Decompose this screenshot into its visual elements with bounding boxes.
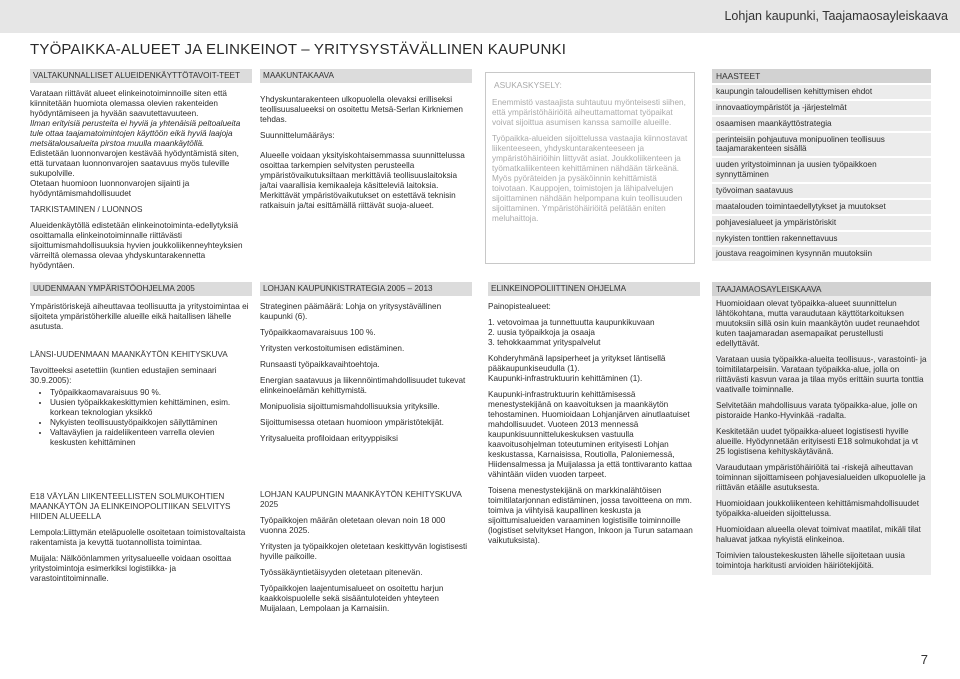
paragraph: Otetaan huomioon luonnonvarojen sijainti ja hyödyntämismahdollisuudet (30, 179, 190, 198)
paragraph: Sijoittumisessa otetaan huomioon ympäristötekijät. (260, 418, 444, 427)
challenge-item: työvoiman saatavuus (712, 184, 931, 198)
master-plan-body (712, 296, 931, 575)
paragraph: Yritysalueita profiloidaan erityyppisiksi (260, 434, 398, 443)
challenge-item: uuden yritystoiminnan ja uusien työpaikkoen synnyttäminen (712, 158, 931, 182)
col2-bottom (260, 282, 472, 614)
paragraph: Huomioidaan joukkoliikenteen kehittämismahdollisuudet työpaikka-alueiden sijoittelussa. (716, 499, 919, 519)
col1-top (30, 69, 252, 271)
header-brand: Lohjan kaupunki, Taajamaosayleiskaava (724, 9, 948, 23)
paragraph: Varataan uusia työpaikka-alueita teollisuus-, varastointi- ja toimitilatarpeisiin. Varataan työpaikka-alue, jolla on riittävästi kasvun varaa ja tilaa myös erittäin suurta tonttia vaativalle toiminnalle. (716, 355, 927, 395)
master-plan-heading: TAAJAMAOSAYLEISKAAVA (712, 282, 931, 296)
list-item: 2. uusia työpaikkoja ja osaaja (488, 328, 595, 337)
paragraph: Yritysten ja työpaikkojen oletetaan keskittyvän logistisesti hyville paikoille. (260, 542, 468, 561)
paragraph: Työpaikkojen laajentumisalueet on osoitettu harjun kaakkoispuolelle sekä sisääntuloteiden yhteyteen Muijalaan, Lempolaan ja Karnaisiin. (260, 584, 444, 613)
paragraph: Huomioidaan alueella olevat toimivat maatilat, mikäli tilat haluavat jatkaa nykyistä elinkeinoa. (716, 525, 921, 545)
challenges-heading: HAASTEET (712, 69, 931, 83)
col3-bottom (488, 282, 700, 546)
paragraph: Strateginen päämäärä: Lohja on yritysystävällinen kaupunki (6). (260, 302, 442, 321)
list-item: 3. tehokkaammat yrityspalvelut (488, 338, 601, 347)
paragraph: Muijala: Nälköönlammen yritysalueelle voidaan osoittaa yritystoimintoja esimerkiksi logistiikka- ja varastointitoiminnalle. (30, 554, 232, 583)
paragraph: Tavoitteeksi asetettiin (kuntien edustajien seminaari 30.9.2005): (30, 366, 217, 385)
paragraph: Runsaasti työpaikkavaihtoehtoja. (260, 360, 380, 369)
paragraph: Lempola:Liittymän eteläpuolelle osoitetaan toimistovaltaista rakentamista ja kevyttä tuotannollista toimintaa. (30, 528, 246, 547)
paragraph: Alueidenkäytöllä edistetään elinkeinotoiminta-edellytyksiä osoittamalla elinkeinotoiminnalle riittävästi sijoittumismahdollisuuksia hyvien joukkoliikenneyhteyksien värreiltä olemassa olevaa yhdyskuntarakennetta hyödyntäen. (30, 221, 243, 270)
page-title: TYÖPAIKKA-ALUEET JA ELINKEINOT – YRITYSYSTÄVÄLLINEN KAUPUNKI (30, 41, 567, 58)
survey-box (485, 72, 695, 264)
list-item: 1. vetovoimaa ja tunnettuutta kaupunkikuvaan (488, 318, 655, 327)
paragraph: Työpaikkaomavaraisuus 100 %. (260, 328, 376, 337)
survey-body (492, 98, 690, 224)
spacer (30, 332, 252, 350)
spacer (30, 448, 252, 492)
challenge-item: kaupungin taloudellisen kehittymisen ehdot (712, 85, 931, 99)
paragraph: Monipuolisia sijoittumismahdollisuuksia yrityksille. (260, 402, 440, 411)
header-bar (0, 0, 960, 33)
challenge-item: pohjavesialueet ja ympäristöriskit (712, 216, 931, 230)
paragraph: Yhdyskuntarakenteen ulkopuolella olevaksi erilliseksi teollisuusalueeksi on osoitettu Metsä-Serlan Kirkniemen tehdas. (260, 95, 463, 124)
paragraph: Enemmistö vastaajista suhtautuu myönteisesti siihen, että ympäristöhäiriöitä aiheuttamattomat työpaikat voivat sijoittua asumisen kanssa samoille alueille. (492, 98, 686, 127)
challenge-item: joustava reagoiminen kysynnän muutoksiin (712, 247, 931, 261)
challenge-item: perinteisiin pohjautuva monipuolinen teollisuus taajamarakenteen sisällä (712, 133, 931, 157)
paragraph: Suunnittelumääräys: (260, 131, 335, 140)
paragraph: Toisena menestystekijänä on markkinalähtöisen toimitilatarjonnan edistäminen, jossa tavoitteena on mm. toimiva ja viihtyisä kaupallinen keskusta ja sijoittumisalueiden varaaminen logistisille toiminnoille (logistiset selvitykset Hangon, Inkoon ja Turun satamaan vaikutuksista). (488, 486, 693, 545)
paragraph: Työssäkäyntietäisyyden oletetaan pitenevän. (260, 568, 423, 577)
paragraph: Työpaikkojen määrän oletetaan olevan noin 18 000 vuonna 2025. (260, 516, 446, 535)
list-item: • Työpaikkaomavaraisuus 90 %. (50, 388, 252, 398)
paragraph: Keskitetään uudet työpaikka-alueet logistisesti hyville alueille. Hyödynnetään erityisesti E18 solmukohdat ja vt 25 logistisena kehityskäytävänä. (716, 427, 919, 457)
paragraph: Huomioidaan olevat työpaikka-alueet suunnittelun lähtökohtana, mutta varaudutaan käyttötarkoituksen muutoksiin sillä osin kuin maankäytön uudet reunaehdot kuten taajamaradan asemapaikat perustellusti edellyttävät. (716, 299, 920, 349)
paragraph: Ympäristöriskejä aiheuttavaa teollisuutta ja yritystoimintaa ei sijoiteta ympäristöherkille alueille eikä haitallisen lähelle asutusta. (30, 302, 249, 331)
goals-list (30, 388, 252, 448)
paragraph: Yritysten verkostoitumisen edistäminen. (260, 344, 405, 353)
survey-title: ASUKASKYSELY: (494, 80, 562, 90)
paragraph: Toimivien taloustekeskusten lähelle sijoitetaan uusia toimintoja harkitusti arvioiden häiriötekijöitä. (716, 551, 905, 571)
section-heading: LOHJAN KAUPUNKISTRATEGIA 2005 – 2013 (260, 282, 472, 296)
col2-top (260, 69, 472, 211)
section-heading: VALTAKUNNALLISET ALUEIDENKÄYTTÖTAVOIT-TEET (30, 69, 252, 83)
paragraph: Alueelle voidaan yksityiskohtaisemmassa suunnittelussa osoittaa tarkempien selvitysten perusteella ympäristövaikutuksiltaan merkittäviä teollisuuslaitoksia ja/tai vaarallisia kemikaaleja käsitteleviä laitoksia. Merkittävät ympäristövaikutukset on estettävä teknisin ratkaisuin ja/tai esittämällä riittävät suoja-alueet. (260, 151, 465, 210)
challenges-panel (712, 69, 931, 261)
paragraph: Edistetään luonnonvarojen kestävää hyödyntämistä siten, että turvataan luonnonvarojen saatavuus myös tuleville sukupolville. (30, 149, 239, 178)
section-heading: TARKISTAMINEN / LUONNOS (30, 205, 143, 214)
paragraph: Kohderyhmänä lapsiperheet ja yritykset läntisellä pääkaupunkiseudulla (1). (488, 354, 666, 373)
list-item: • Nykyisten teollisuustyöpaikkojen säilyttäminen (50, 418, 252, 428)
col1-bottom (30, 282, 252, 584)
spacer (260, 83, 472, 95)
list-item: • Valtaväylien ja raideliikenteen varrella olevien keskusten kehittäminen (50, 428, 252, 448)
spacer (260, 141, 472, 151)
challenge-item: innovaatioympäristöt ja -järjestelmät (712, 101, 931, 115)
paragraph: Varataan riittävät alueet elinkeinotoiminnoille siten että kiinnitetään huomiota olemassa olevien rakenteiden hyödyntämiseen ja hyvään saavutettavuuteen. (30, 89, 227, 118)
paragraph: Painopistealueet: (488, 302, 551, 311)
section-heading: MAAKUNTAKAAVA (260, 69, 472, 83)
section-heading: ELINKEINOPOLIITTINEN OHJELMA (488, 282, 700, 296)
paragraph: Energian saatavuus ja liikennöintimahdollisuudet tukevat elinkeinoelämän kehittymistä. (260, 376, 466, 395)
paragraph: Selvitetään mahdollisuus varata työpaikka-alue, jolle on pistoraide Hanko-Hyvinkää -radalta. (716, 401, 918, 421)
section-heading: LÄNSI-UUDENMAAN MAANKÄYTÖN KEHITYSKUVA (30, 350, 228, 359)
paragraph: Kaupunki-infrastruktuurin kehittämisessä menestystekijänä on kaavoituksen ja maankäytön tehostaminen. Huomioidaan Lohjanjärven ainutlaatuiset mahdollisuudet. Vuoteen 2013 mennessä kaupunkisuunnittelukeskuksen vastuulla kaavoitusohjelman toteutuminen erityisesti Lohjan keskustassa, Karnaisissa, Routiolla, Paloniemessä, Hiidensalmessa ja Muijalassa ja että tonttivaranto kattaa vähintään viiden vuoden tarpeet. (488, 390, 692, 479)
paragraph-italic: Ilman erityisiä perusteita ei hyviä ja yhtenäisiä peltoalueita tule ottaa taajamatoimintojen käyttöön eikä hyviä laajoja metsätalousalueita pirstoa muulla maankäytöllä. (30, 119, 241, 148)
page-number: 7 (920, 652, 928, 667)
paragraph: Työpaikka-alueiden sijoittelussa vastaajia kiinnostavat liikenteeseen, yhdyskuntarakenteeseen ja ympäristöhäiriöihin liittyvät asiat. Joukkoliikenteen ja työmatkaliikenteen kehittäminen nähdään tärkeänä. Myös pyöräteiden ja pysäköinnin kehittämistä toivotaan. Kauppojen, toimistojen ja lähipalvelujen sijoittaminen nähdään helpompana kuin teollisuuden sijoittaminen. Ympäristöhäiriöitä pelätään eniten meluhaittoja. (492, 134, 688, 223)
challenge-item: osaamisen maankäyttöstrategia (712, 117, 931, 131)
paragraph: Kaupunki-infrastruktuurin kehittäminen (1). (488, 374, 643, 383)
paragraph: Varaudutaan ympäristöhäiriöitä tai -riskejä aiheuttavan toiminnan sijoittamiseen pohjavesialueiden ulkopuolelle ja riittävän etäälle asutuksesta. (716, 463, 926, 493)
challenge-item: maatalouden toimintaedellytykset ja muutokset (712, 200, 931, 214)
list-item: • Uusien työpaikkakeskittymien kehittäminen, esim. korkean teknologian yksikkö (50, 398, 252, 418)
challenge-item: nykyisten tonttien rakennettavuus (712, 232, 931, 246)
master-plan-panel (712, 282, 931, 575)
section-heading: UUDENMAAN YMPÄRISTÖOHJELMA 2005 (30, 282, 252, 296)
section-heading: LOHJAN KAUPUNGIN MAANKÄYTÖN KEHITYSKUVA 2025 (260, 490, 462, 509)
section-heading: E18 VÄYLÄN LIIKENTEELLISTEN SOLMUKOHTIEN MAANKÄYTÖN JA ELINKEINOPOLITIIKAN SELVITYS HIIDEN ALUEELLA (30, 492, 231, 521)
spacer (260, 444, 472, 490)
